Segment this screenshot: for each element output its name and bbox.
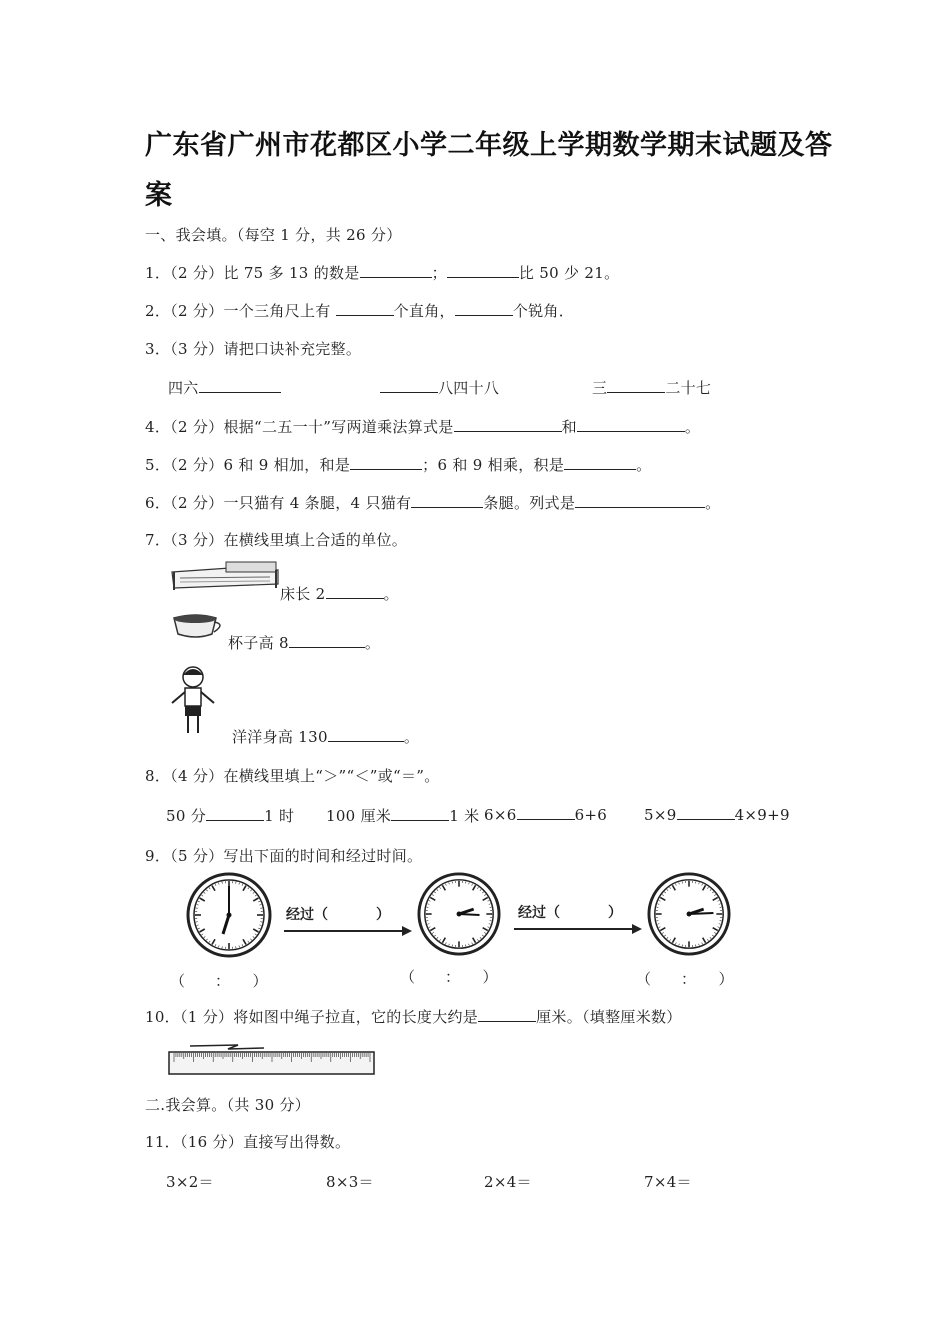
answer-blank[interactable] [607, 378, 665, 393]
question-3: 3．（3 分）请把口诀补充完整。 [145, 340, 362, 358]
answer-blank[interactable] [575, 493, 705, 508]
answer-blank[interactable] [328, 727, 404, 742]
ruler-with-rope-image [168, 1040, 376, 1076]
q7-cup: 杯子高 8 。 [228, 634, 381, 652]
question-1: 1．（2 分）比 75 多 13 的数是 ； 比 50 少 21。 [145, 264, 620, 282]
question-11: 11．（16 分）直接写出得数。 [145, 1133, 351, 1151]
answer-blank[interactable] [564, 455, 636, 470]
answer-blank[interactable] [391, 806, 449, 821]
child-image [168, 665, 218, 737]
answer-blank[interactable] [336, 301, 394, 316]
question-10: 10．（1 分）将如图中绳子拉直，它的长度大约是 厘米。（填整厘米数） [145, 1008, 682, 1026]
q3-item-1: 四六 [168, 377, 281, 398]
time-answer-3[interactable]: （ ： ） [636, 970, 734, 988]
question-5: 5．（2 分）6 和 9 相加，和是 ；6 和 9 相乘，积是 。 [145, 456, 652, 474]
answer-blank[interactable] [577, 417, 685, 432]
time-answer-1[interactable]: （ ： ） [170, 972, 268, 990]
question-9: 9．（5 分）写出下面的时间和经过时间。 [145, 847, 423, 865]
answer-blank[interactable] [289, 633, 365, 648]
question-4: 4．（2 分）根据“二五一十”写两道乘法算式是 和 。 [145, 418, 701, 436]
q8-compare-4: 5×9 4×9+9 [644, 806, 790, 824]
expression-2: 8×3＝ [326, 1173, 374, 1191]
q8-compare-2: 100 厘米 1 米 [326, 807, 480, 825]
answer-blank[interactable] [677, 805, 735, 820]
answer-blank[interactable] [478, 1007, 536, 1022]
arrow-2 [514, 923, 644, 935]
answer-blank[interactable] [447, 263, 519, 278]
q1-text: 1．（2 分）比 75 多 13 的数是 [145, 264, 360, 282]
elapsed-label-1: 经过（ ） [286, 907, 390, 923]
q8-compare-3: 6×6 6+6 [484, 806, 608, 824]
answer-blank[interactable] [199, 378, 281, 393]
cup-image [170, 612, 228, 642]
elapsed-label-2: 经过（ ） [518, 905, 622, 921]
question-7: 7．（3 分）在横线里填上合适的单位。 [145, 531, 408, 549]
answer-blank[interactable] [350, 455, 422, 470]
clock-face-3 [647, 872, 731, 956]
expression-3: 2×4＝ [484, 1173, 532, 1191]
q8-compare-1: 50 分 1 时 [166, 807, 295, 825]
expression-4: 7×4＝ [644, 1173, 692, 1191]
section-heading: 一、我会填。（每空 1 分，共 26 分） [145, 226, 402, 244]
expression-1: 3×2＝ [166, 1173, 214, 1191]
page-title-cont: 案 [145, 180, 173, 211]
answer-blank[interactable] [517, 805, 575, 820]
answer-blank[interactable] [360, 263, 432, 278]
question-6: 6．（2 分）一只猫有 4 条腿，4 只猫有 条腿。列式是 。 [145, 494, 721, 512]
answer-blank[interactable] [206, 806, 264, 821]
question-2: 2．（2 分）一个三角尺上有 个直角， 个锐角． [145, 302, 575, 320]
clock-face-2 [417, 872, 501, 956]
section-heading-2: 二.我会算。（共 30 分） [145, 1096, 311, 1114]
q7-bed: 床长 2 。 [280, 585, 399, 603]
arrow-1 [284, 925, 414, 937]
bed-image [170, 560, 280, 592]
time-answer-2[interactable]: （ ： ） [400, 968, 498, 986]
q3-item-2: 八四十八 [380, 377, 499, 398]
q7-kid: 洋洋身高 130 。 [232, 728, 420, 746]
answer-blank[interactable] [454, 417, 562, 432]
question-8: 8．（4 分）在横线里填上“＞”“＜”或“＝”。 [145, 767, 440, 785]
answer-blank[interactable] [411, 493, 483, 508]
answer-blank[interactable] [326, 584, 384, 599]
clock-face-1 [186, 872, 272, 958]
page-title: 广东省广州市花都区小学二年级上学期数学期末试题及答 [145, 130, 833, 161]
answer-blank[interactable] [380, 378, 438, 393]
q3-item-3: 三 二十七 [592, 379, 712, 397]
answer-blank[interactable] [455, 301, 513, 316]
